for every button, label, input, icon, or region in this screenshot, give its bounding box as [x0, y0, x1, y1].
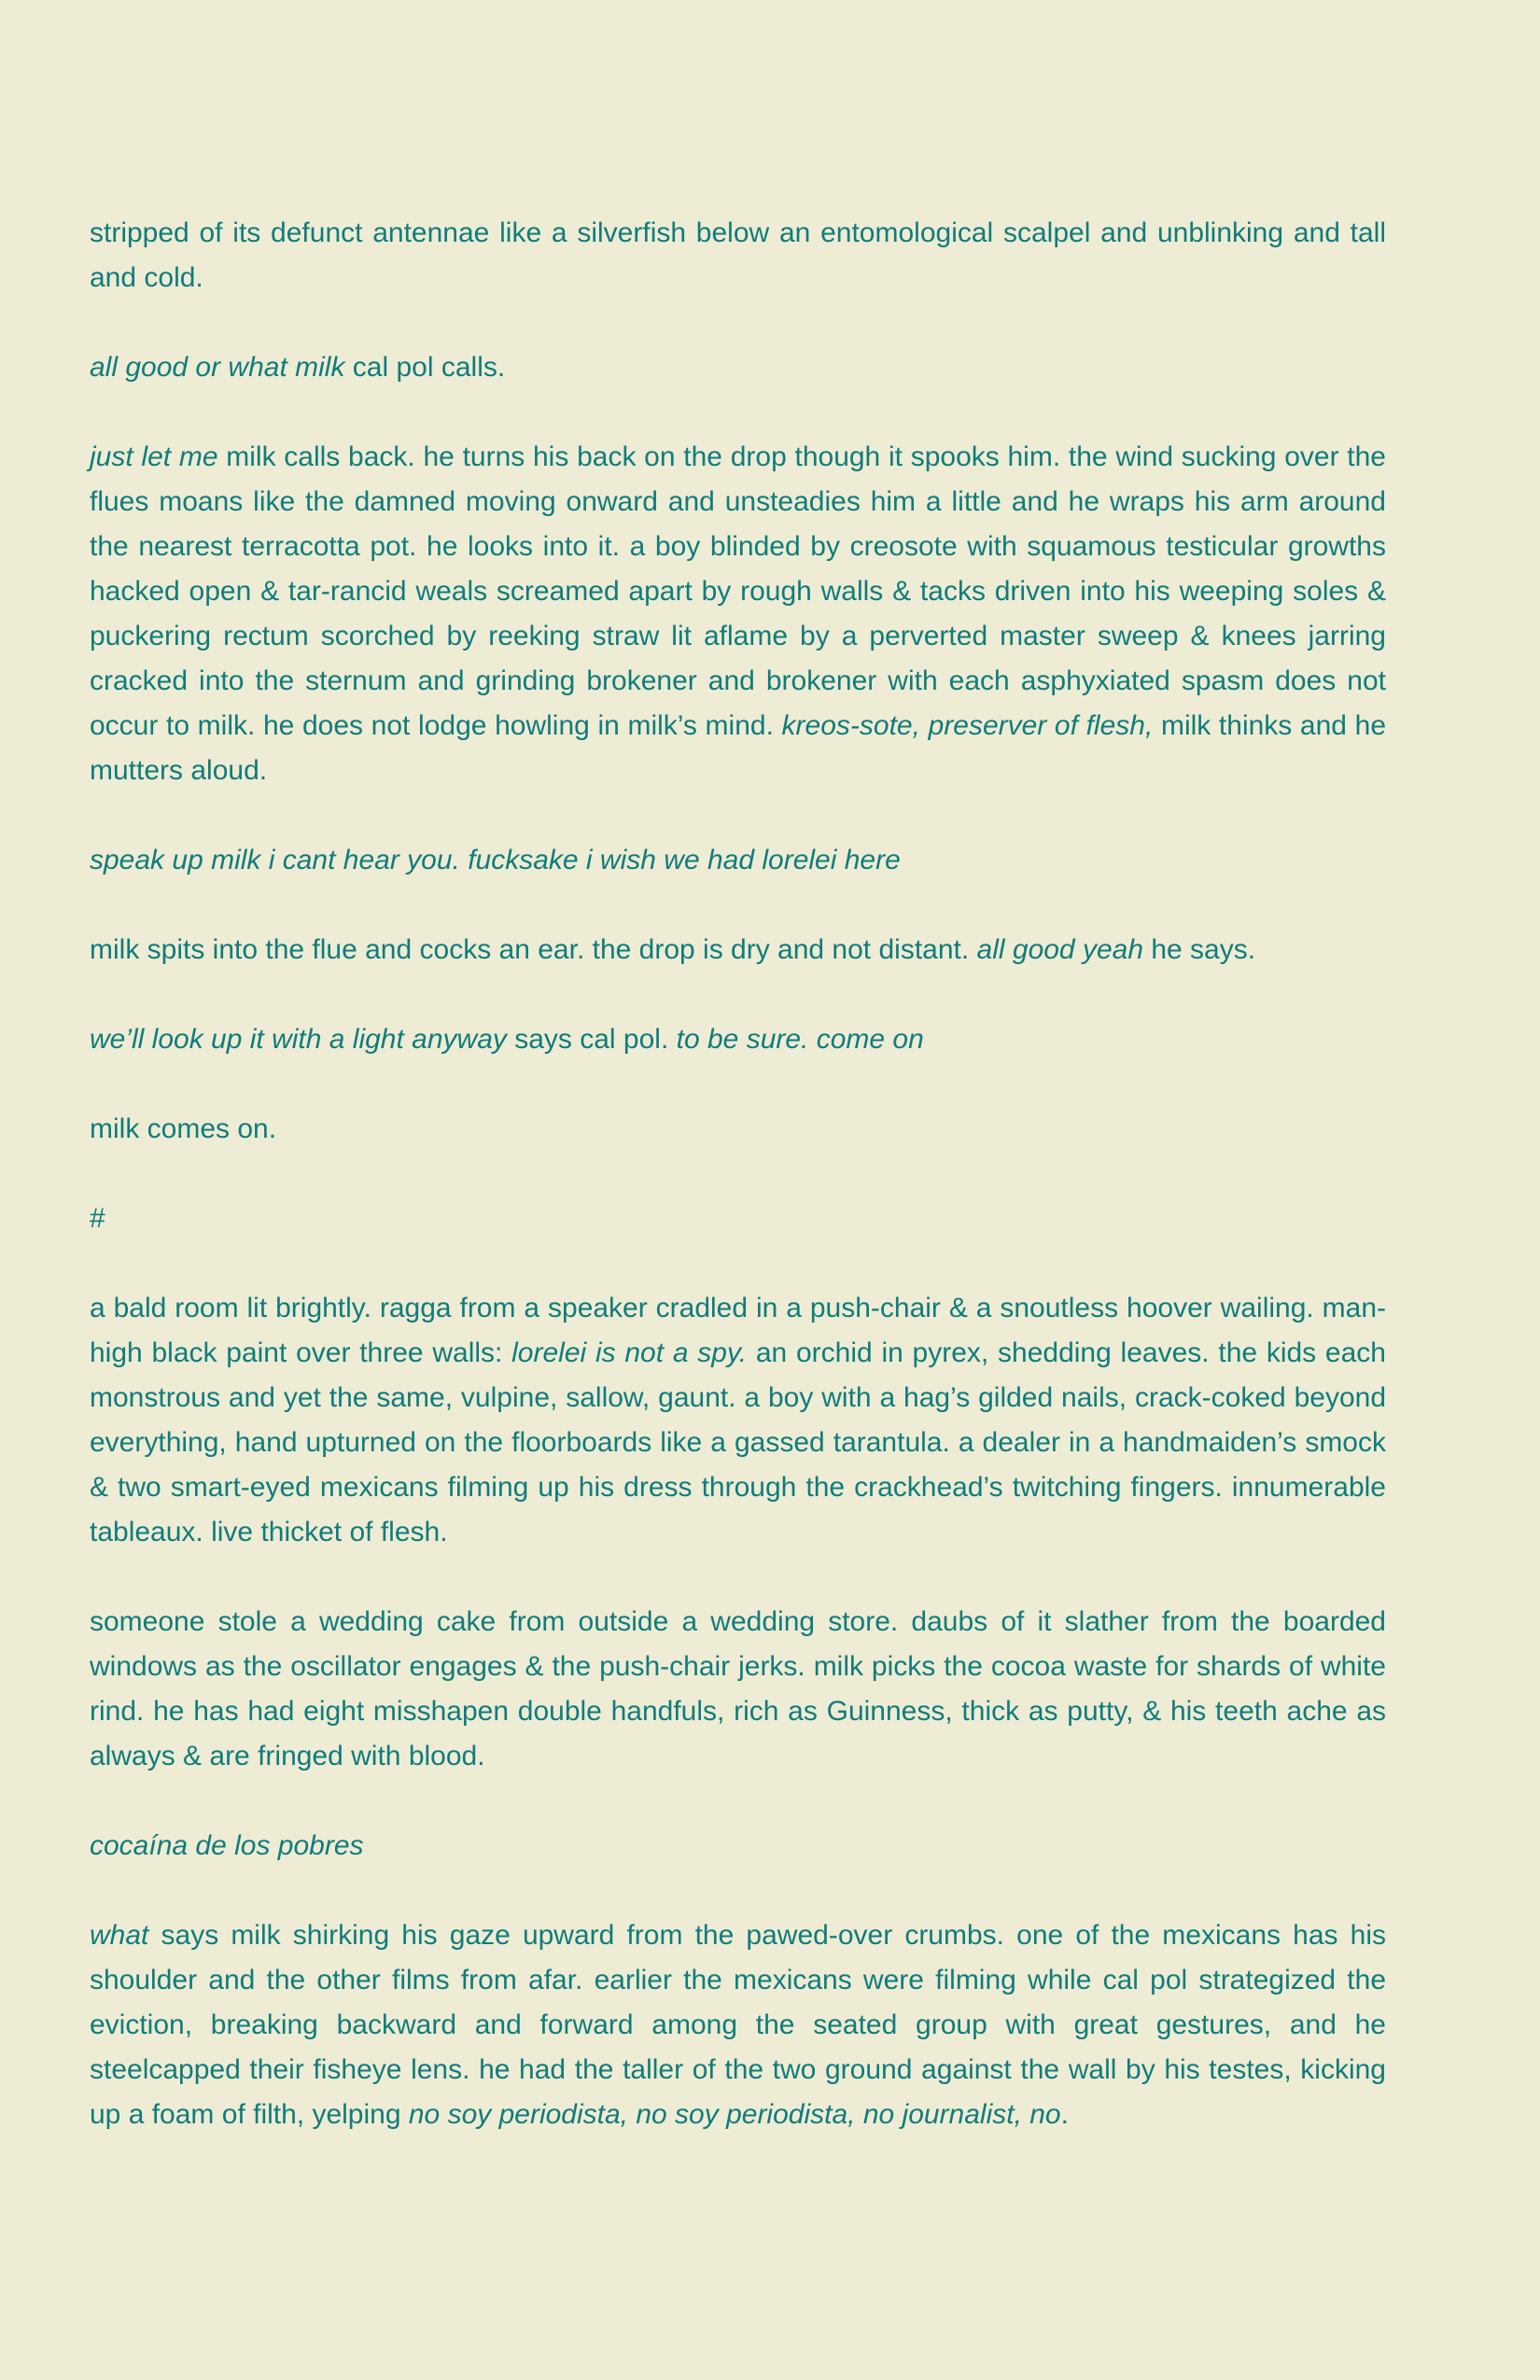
- italic-run: what: [90, 1920, 149, 1951]
- paragraph: [90, 435, 1386, 793]
- text-run: an orchid in pyrex, shedding leaves. the kids each monstrous and yet the same, vulpine, sallow, gaunt. a boy with a hag’s gilded nails, crack-coked beyond everything, hand upturned on the floorboards like a gassed tarantula. a dealer in a handmaiden’s smock & two smart-eyed mexicans filming up his dress through the crackhead’s twitching fingers. innumerable tableaux. live thicket of flesh.: [90, 1337, 1386, 1547]
- italic-run: kreos-sote, preserver of flesh,: [781, 710, 1154, 741]
- italic-run: no soy periodista, no soy periodista, no journalist, no: [408, 2099, 1061, 2130]
- italic-run: just let me: [90, 441, 218, 472]
- italic-run: lorelei is not a spy.: [511, 1337, 748, 1368]
- paragraph: [90, 838, 1386, 883]
- paragraph: [90, 211, 1386, 301]
- text-run: says cal pol.: [506, 1024, 677, 1055]
- paragraph: [90, 928, 1386, 973]
- text-run: he says.: [1143, 934, 1256, 965]
- paragraph: [90, 1286, 1386, 1555]
- text-run: cal pol calls.: [344, 352, 506, 383]
- text-run: stripped of its defunct antennae like a silverfish below an entomological scalpel and unblinking and tall and cold.: [90, 217, 1386, 293]
- text-run: says milk shirking his gaze upward from the pawed-over crumbs. one of the mexicans has his shoulder and the other films from afar. earlier the mexicans were filming while cal pol strategized the eviction, breaking backward and forward among the seated group with great gestures, and he steelcapped their fisheye lens. he had the taller of the two ground against the wall by his testes, kicking up a foam of filth, yelping: [90, 1920, 1386, 2130]
- paragraph: [90, 1913, 1386, 2137]
- italic-run: to be sure. come on: [676, 1024, 924, 1055]
- text-run: milk spits into the flue and cocks an ear. the drop is dry and not distant.: [90, 934, 977, 965]
- paragraph: [90, 1017, 1386, 1062]
- text-run: a bald room lit brightly. ragga from a speaker cradled in a push-chair & a snoutless hoover wailing. man-high black paint over three walls:: [90, 1293, 1386, 1368]
- document-page: [90, 211, 1386, 2137]
- italic-run: cocaína de los pobres: [90, 1830, 364, 1861]
- italic-run: speak up milk i cant hear you. fucksake i wish we had lorelei here: [90, 845, 901, 875]
- text-run: #: [90, 1203, 105, 1234]
- italic-run: we’ll look up it with a light anyway: [90, 1024, 507, 1055]
- paragraph: [90, 1107, 1386, 1152]
- italic-run: all good yeah: [976, 934, 1144, 965]
- text-run: milk comes on.: [90, 1113, 277, 1144]
- text-run: .: [1060, 2099, 1069, 2130]
- paragraph: [90, 1824, 1386, 1869]
- italic-run: all good or what milk: [90, 352, 345, 383]
- text-run: milk thinks and he mutters aloud.: [90, 710, 1387, 786]
- text-run: someone stole a wedding cake from outside a wedding store. daubs of it slather from the boarded windows as the oscillator engages & the push-chair jerks. milk picks the cocoa waste for shards of white rind. he has had eight misshapen double handfuls, rich as Guinness, thick as putty, & his teeth ache as always & are fringed with blood.: [90, 1606, 1386, 1771]
- paragraph: [90, 1600, 1386, 1779]
- paragraph: [90, 345, 1386, 390]
- section-break: [90, 1197, 1386, 1241]
- text-run: milk calls back. he turns his back on the drop though it spooks him. the wind sucking over the flues moans like the damned moving onward and unsteadies him a little and he wraps his arm around the nearest terracotta pot. he looks into it. a boy blinded by creosote with squamous testicular growths hacked open & tar-rancid weals screamed apart by rough walls & tacks driven into his weeping soles & puckering rectum scorched by reeking straw lit aflame by a perverted master sweep & knees jarring cracked into the sternum and grinding brokener and brokener with each asphyxiated spasm does not occur to milk. he does not lodge howling in milk’s mind.: [90, 441, 1386, 741]
